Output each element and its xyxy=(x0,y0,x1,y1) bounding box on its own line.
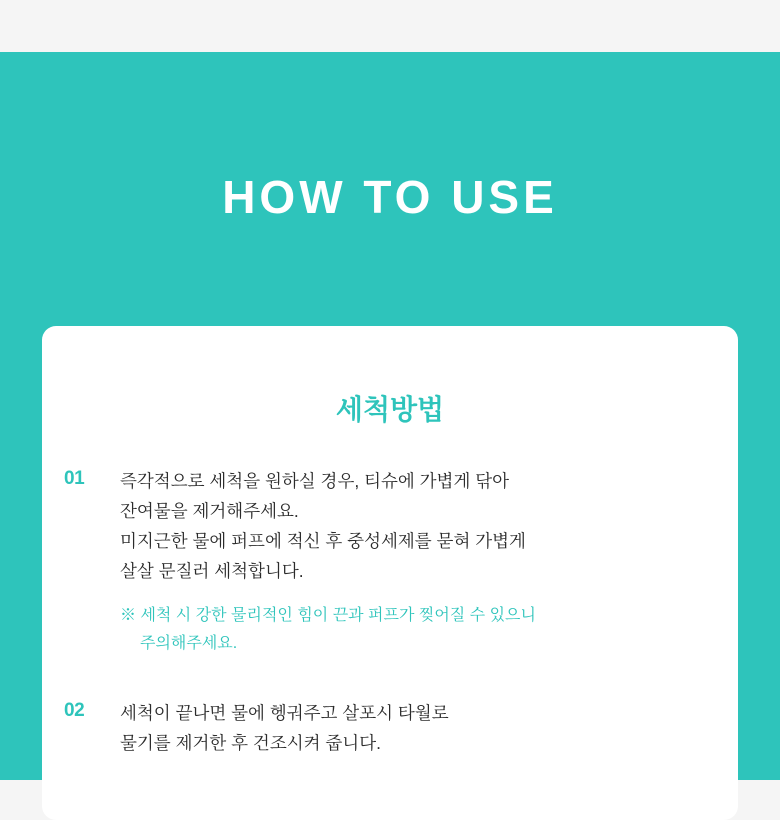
step-line: 물기를 제거한 후 건조시켜 줍니다. xyxy=(120,733,381,753)
step-number: 01 xyxy=(64,468,85,489)
note-line: 주의해주세요. xyxy=(140,635,238,652)
list-item xyxy=(64,698,702,758)
step-number: 02 xyxy=(64,700,85,721)
step-text xyxy=(120,698,702,758)
step-line: 미지근한 물에 퍼프에 적신 후 중성세제를 묻혀 가볍게 xyxy=(120,531,526,551)
step-line: 잔여물을 제거해주세요. xyxy=(120,501,299,521)
step-text xyxy=(120,466,702,586)
steps-list xyxy=(42,466,738,758)
card-title: 세척방법 xyxy=(335,394,445,425)
note-line: ※ 세척 시 강한 물리적인 힘이 끈과 퍼프가 찢어질 수 있으니 xyxy=(120,607,536,624)
step-line: 세척이 끝나면 물에 헹궈주고 살포시 타월로 xyxy=(120,703,449,723)
list-item xyxy=(64,466,702,658)
page-title: HOW TO USE xyxy=(222,171,558,223)
step-line: 즉각적으로 세척을 원하실 경우, 티슈에 가볍게 닦아 xyxy=(120,471,510,491)
step-note xyxy=(120,602,702,658)
instructions-card xyxy=(42,326,738,820)
step-line: 살살 문질러 세척합니다. xyxy=(120,561,304,581)
teal-section xyxy=(0,52,780,780)
top-strip xyxy=(0,0,780,52)
